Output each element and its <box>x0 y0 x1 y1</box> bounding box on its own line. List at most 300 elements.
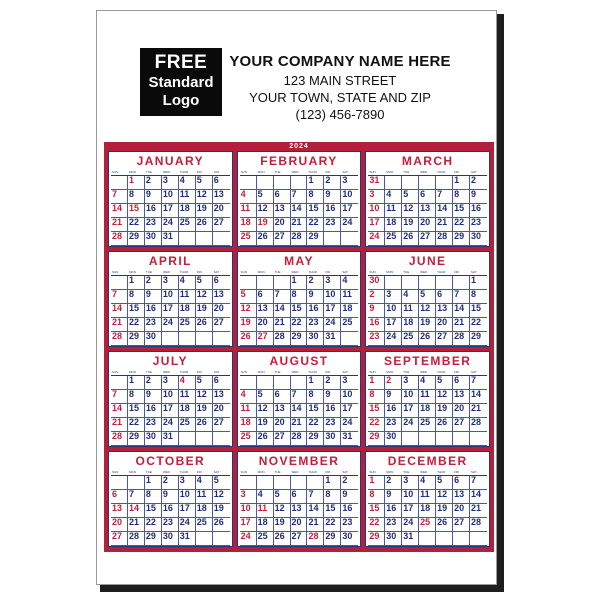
day-cell: 11 <box>419 490 436 504</box>
day-cell: 18 <box>240 218 257 232</box>
day-cell: 12 <box>213 490 230 504</box>
day-cell: 5 <box>196 176 213 190</box>
company-phone: (123) 456-7890 <box>295 107 385 122</box>
day-cell-empty <box>257 176 274 190</box>
day-cell: 18 <box>257 518 274 532</box>
day-cell: 12 <box>436 490 453 504</box>
day-cell: 21 <box>470 504 487 518</box>
month-name: SEPTEMBER <box>384 354 472 368</box>
day-cell: 30 <box>307 332 324 346</box>
day-cell: 7 <box>111 290 128 304</box>
day-cell: 23 <box>385 418 402 432</box>
day-cell: 8 <box>453 190 470 204</box>
day-cell-empty <box>162 332 179 346</box>
day-cell: 30 <box>324 432 341 446</box>
weekday-label: WED <box>291 470 299 474</box>
day-cell: 3 <box>402 376 419 390</box>
day-cell: 1 <box>128 276 145 290</box>
day-cell: 26 <box>257 432 274 446</box>
day-cell: 23 <box>307 318 324 332</box>
day-cell: 21 <box>111 318 128 332</box>
day-cell: 19 <box>196 204 213 218</box>
day-cell: 7 <box>111 390 128 404</box>
day-cell: 26 <box>196 318 213 332</box>
day-cell: 20 <box>213 404 230 418</box>
weekday-label: SAT <box>471 270 477 274</box>
day-cell: 14 <box>470 390 487 404</box>
day-cell: 18 <box>240 418 257 432</box>
day-cell-empty <box>419 276 436 290</box>
day-cell: 10 <box>162 190 179 204</box>
day-cell: 19 <box>436 504 453 518</box>
day-cell: 4 <box>385 190 402 204</box>
day-cell: 13 <box>419 204 436 218</box>
day-cell-empty <box>385 176 402 190</box>
weekday-label: TUE <box>274 470 281 474</box>
weekday-label: THUR <box>308 370 317 374</box>
day-cell-empty <box>402 276 419 290</box>
day-cell: 31 <box>324 332 341 346</box>
day-cell-empty <box>341 232 358 246</box>
day-cell: 19 <box>196 404 213 418</box>
day-cell: 23 <box>470 218 487 232</box>
day-cell: 19 <box>419 318 436 332</box>
day-cell-empty <box>196 332 213 346</box>
day-cell: 14 <box>274 304 291 318</box>
day-cell: 21 <box>111 418 128 432</box>
day-cell: 9 <box>145 390 162 404</box>
day-cell: 5 <box>213 476 230 490</box>
day-cell: 28 <box>453 332 470 346</box>
day-cell: 22 <box>324 518 341 532</box>
weekday-label: MON <box>257 470 265 474</box>
day-cell: 9 <box>385 490 402 504</box>
day-grid <box>240 376 359 446</box>
day-cell: 21 <box>470 404 487 418</box>
month-name: OCTOBER <box>135 454 206 468</box>
day-cell: 11 <box>179 290 196 304</box>
day-cell: 11 <box>179 390 196 404</box>
month-october <box>108 451 233 547</box>
day-cell: 4 <box>257 490 274 504</box>
day-cell: 6 <box>213 376 230 390</box>
day-cell: 21 <box>291 418 308 432</box>
day-cell-empty <box>111 376 128 390</box>
day-cell: 17 <box>402 404 419 418</box>
day-cell: 26 <box>402 232 419 246</box>
day-cell: 5 <box>402 190 419 204</box>
weekday-label: SAT <box>471 370 477 374</box>
day-cell: 13 <box>274 204 291 218</box>
weekday-label: SUN <box>112 470 119 474</box>
weekday-label: TUE <box>403 270 410 274</box>
day-cell: 28 <box>470 418 487 432</box>
weekday-label: FRI <box>325 270 331 274</box>
day-cell: 17 <box>162 204 179 218</box>
day-cell: 11 <box>196 490 213 504</box>
day-cell-empty <box>453 532 470 546</box>
day-cell: 5 <box>436 376 453 390</box>
day-cell: 28 <box>128 532 145 546</box>
day-cell-empty <box>213 432 230 446</box>
day-cell: 22 <box>128 218 145 232</box>
day-cell: 28 <box>436 232 453 246</box>
day-cell: 9 <box>341 490 358 504</box>
day-cell-empty <box>291 176 308 190</box>
day-cell: 9 <box>324 390 341 404</box>
day-cell: 28 <box>291 432 308 446</box>
day-cell-empty <box>436 532 453 546</box>
day-grid <box>240 476 359 546</box>
day-cell: 17 <box>385 318 402 332</box>
day-cell: 28 <box>111 232 128 246</box>
day-cell: 24 <box>179 518 196 532</box>
day-cell: 24 <box>162 418 179 432</box>
month-name: JULY <box>152 354 188 368</box>
day-cell: 2 <box>307 276 324 290</box>
day-cell: 24 <box>341 418 358 432</box>
day-cell: 19 <box>436 404 453 418</box>
day-cell: 17 <box>162 404 179 418</box>
day-cell: 25 <box>419 518 436 532</box>
weekday-label: FRI <box>325 370 331 374</box>
weekday-label: THUR <box>308 270 317 274</box>
day-cell: 17 <box>324 304 341 318</box>
day-cell: 21 <box>274 318 291 332</box>
day-cell: 29 <box>145 532 162 546</box>
day-cell: 25 <box>240 432 257 446</box>
day-cell: 6 <box>419 190 436 204</box>
day-cell: 14 <box>291 204 308 218</box>
day-cell: 6 <box>274 190 291 204</box>
day-cell: 15 <box>324 504 341 518</box>
day-cell: 31 <box>162 432 179 446</box>
day-cell: 2 <box>470 176 487 190</box>
month-september <box>365 351 490 447</box>
day-cell: 13 <box>291 504 308 518</box>
day-cell: 22 <box>470 318 487 332</box>
weekday-label: SAT <box>213 470 220 474</box>
day-cell: 25 <box>419 418 436 432</box>
weekday-label: TUE <box>274 370 281 374</box>
day-cell: 16 <box>324 404 341 418</box>
day-cell: 31 <box>402 532 419 546</box>
day-cell: 21 <box>291 218 308 232</box>
day-cell: 17 <box>341 204 358 218</box>
month-november <box>237 451 362 547</box>
day-grid <box>240 176 359 246</box>
day-cell: 14 <box>128 504 145 518</box>
day-grid <box>368 176 487 246</box>
day-cell: 11 <box>402 304 419 318</box>
day-cell: 25 <box>385 232 402 246</box>
day-cell: 7 <box>111 190 128 204</box>
day-cell: 4 <box>179 176 196 190</box>
day-cell: 6 <box>257 290 274 304</box>
day-cell: 11 <box>240 204 257 218</box>
day-cell: 27 <box>257 332 274 346</box>
weekday-label: WED <box>162 370 170 374</box>
day-cell-empty <box>213 332 230 346</box>
day-cell: 6 <box>213 276 230 290</box>
day-cell-empty <box>128 476 145 490</box>
day-cell: 7 <box>128 490 145 504</box>
day-cell: 16 <box>145 204 162 218</box>
weekday-label: TUE <box>145 470 152 474</box>
day-grid <box>368 476 487 546</box>
day-cell: 26 <box>196 418 213 432</box>
weekday-label: MON <box>128 370 136 374</box>
day-cell: 8 <box>128 290 145 304</box>
day-cell: 4 <box>240 190 257 204</box>
weekday-label: SUN <box>369 170 376 174</box>
day-cell: 15 <box>307 204 324 218</box>
day-cell: 8 <box>368 490 385 504</box>
day-cell: 12 <box>196 290 213 304</box>
month-january <box>108 151 233 247</box>
weekday-label: SUN <box>240 470 247 474</box>
day-cell: 29 <box>307 432 324 446</box>
day-cell: 4 <box>240 390 257 404</box>
day-cell: 20 <box>453 404 470 418</box>
day-cell: 24 <box>324 318 341 332</box>
month-february <box>237 151 362 247</box>
day-cell: 1 <box>453 176 470 190</box>
day-cell: 15 <box>368 404 385 418</box>
day-cell: 27 <box>453 518 470 532</box>
day-cell: 23 <box>145 418 162 432</box>
day-cell: 16 <box>145 304 162 318</box>
weekday-label: SAT <box>342 470 348 474</box>
day-cell: 14 <box>111 204 128 218</box>
day-cell: 15 <box>368 504 385 518</box>
day-cell: 27 <box>213 318 230 332</box>
day-cell: 5 <box>419 290 436 304</box>
day-cell: 3 <box>341 176 358 190</box>
day-cell: 24 <box>162 218 179 232</box>
day-cell-empty <box>196 232 213 246</box>
day-cell: 8 <box>128 390 145 404</box>
day-cell: 4 <box>419 376 436 390</box>
day-cell: 26 <box>436 418 453 432</box>
weekday-label: THUR <box>308 170 317 174</box>
day-cell: 9 <box>368 304 385 318</box>
weekday-label: MON <box>386 470 394 474</box>
day-cell: 10 <box>324 290 341 304</box>
day-cell: 2 <box>341 476 358 490</box>
day-cell: 14 <box>436 204 453 218</box>
day-cell: 1 <box>307 376 324 390</box>
day-cell: 27 <box>291 532 308 546</box>
day-grid <box>368 276 487 346</box>
day-cell: 20 <box>111 518 128 532</box>
weekday-label: SUN <box>112 370 119 374</box>
day-cell: 26 <box>213 518 230 532</box>
day-cell: 29 <box>128 332 145 346</box>
day-cell: 25 <box>341 318 358 332</box>
month-name: MAY <box>284 254 314 268</box>
day-cell: 16 <box>341 504 358 518</box>
weekday-label: THUR <box>308 470 317 474</box>
day-cell: 12 <box>257 404 274 418</box>
day-cell: 30 <box>341 532 358 546</box>
day-cell: 22 <box>368 418 385 432</box>
day-cell: 12 <box>196 190 213 204</box>
day-cell-empty <box>307 476 324 490</box>
day-cell: 28 <box>291 232 308 246</box>
weekday-label: WED <box>420 270 428 274</box>
day-cell: 14 <box>111 304 128 318</box>
day-cell: 3 <box>162 176 179 190</box>
day-cell-empty <box>419 176 436 190</box>
day-cell: 16 <box>307 304 324 318</box>
day-cell: 20 <box>257 318 274 332</box>
day-cell: 9 <box>162 490 179 504</box>
weekday-label: SUN <box>369 470 376 474</box>
weekday-label: FRI <box>454 170 459 174</box>
day-cell: 13 <box>453 390 470 404</box>
day-cell: 29 <box>307 232 324 246</box>
month-name: NOVEMBER <box>258 454 340 468</box>
day-cell: 19 <box>257 418 274 432</box>
day-cell: 15 <box>291 304 308 318</box>
weekday-label: FRI <box>325 470 331 474</box>
day-cell: 10 <box>402 490 419 504</box>
day-cell: 2 <box>162 476 179 490</box>
day-cell: 18 <box>179 304 196 318</box>
day-cell: 11 <box>385 204 402 218</box>
day-cell-empty <box>257 476 274 490</box>
day-cell: 3 <box>368 190 385 204</box>
day-cell: 10 <box>179 490 196 504</box>
weekday-label: WED <box>420 170 428 174</box>
day-cell: 22 <box>453 218 470 232</box>
day-cell: 25 <box>179 318 196 332</box>
company-name: YOUR COMPANY NAME HERE <box>229 53 451 70</box>
month-name: JUNE <box>408 254 447 268</box>
day-cell: 20 <box>436 318 453 332</box>
day-cell-empty <box>324 232 341 246</box>
day-cell: 29 <box>453 232 470 246</box>
day-cell-empty <box>240 476 257 490</box>
day-cell: 8 <box>368 390 385 404</box>
day-cell: 8 <box>145 490 162 504</box>
day-cell: 13 <box>213 290 230 304</box>
day-cell-empty <box>257 276 274 290</box>
day-cell: 14 <box>453 304 470 318</box>
weekday-label: TUE <box>145 270 152 274</box>
weekday-label: FRI <box>454 270 459 274</box>
day-cell: 1 <box>128 176 145 190</box>
day-cell: 16 <box>162 504 179 518</box>
day-cell: 7 <box>307 490 324 504</box>
day-grid <box>240 276 359 346</box>
day-cell: 8 <box>307 390 324 404</box>
day-cell: 20 <box>291 518 308 532</box>
day-cell: 27 <box>453 418 470 432</box>
day-grid <box>111 376 230 446</box>
weekday-label: FRI <box>454 370 459 374</box>
day-cell: 1 <box>145 476 162 490</box>
month-may <box>237 251 362 347</box>
day-cell: 28 <box>470 518 487 532</box>
day-cell: 30 <box>385 432 402 446</box>
day-cell: 30 <box>145 432 162 446</box>
weekday-label: THUR <box>437 470 446 474</box>
day-cell: 20 <box>213 304 230 318</box>
day-cell: 27 <box>436 332 453 346</box>
day-cell: 17 <box>240 518 257 532</box>
weekday-label: SAT <box>213 270 220 274</box>
company-street: 123 MAIN STREET <box>283 73 397 88</box>
day-cell: 6 <box>111 490 128 504</box>
day-cell: 1 <box>324 476 341 490</box>
day-cell: 7 <box>291 390 308 404</box>
day-cell-empty <box>213 532 230 546</box>
day-cell: 26 <box>240 332 257 346</box>
day-cell-empty <box>213 232 230 246</box>
day-cell: 24 <box>385 332 402 346</box>
day-cell: 12 <box>419 304 436 318</box>
weekday-label: SUN <box>112 270 119 274</box>
day-cell: 2 <box>385 376 402 390</box>
month-july <box>108 351 233 447</box>
day-cell: 13 <box>274 404 291 418</box>
day-cell: 8 <box>324 490 341 504</box>
day-cell: 15 <box>453 204 470 218</box>
day-cell: 16 <box>368 318 385 332</box>
day-cell-empty <box>274 376 291 390</box>
day-cell: 10 <box>162 290 179 304</box>
day-cell: 23 <box>145 218 162 232</box>
day-cell: 15 <box>128 404 145 418</box>
day-cell: 12 <box>274 504 291 518</box>
day-cell: 8 <box>307 190 324 204</box>
weekday-label: TUE <box>274 170 281 174</box>
day-cell-empty <box>419 432 436 446</box>
day-cell: 18 <box>419 504 436 518</box>
weekday-label: SAT <box>342 370 348 374</box>
day-cell: 29 <box>128 232 145 246</box>
logo-free-text: FREE <box>154 52 208 73</box>
day-cell-empty <box>179 432 196 446</box>
day-cell: 4 <box>419 476 436 490</box>
day-cell: 2 <box>145 376 162 390</box>
day-cell: 12 <box>196 390 213 404</box>
day-cell: 29 <box>470 332 487 346</box>
day-cell: 6 <box>453 376 470 390</box>
day-cell: 30 <box>162 532 179 546</box>
day-cell: 1 <box>128 376 145 390</box>
day-cell: 28 <box>111 332 128 346</box>
day-cell: 18 <box>402 318 419 332</box>
day-cell: 8 <box>470 290 487 304</box>
day-cell: 8 <box>128 190 145 204</box>
day-cell: 24 <box>402 418 419 432</box>
day-cell: 2 <box>324 376 341 390</box>
day-cell: 10 <box>341 390 358 404</box>
day-cell: 5 <box>240 290 257 304</box>
day-cell: 23 <box>324 218 341 232</box>
weekday-label: TUE <box>274 270 281 274</box>
weekday-label: MON <box>128 170 136 174</box>
day-cell: 27 <box>274 432 291 446</box>
day-cell: 16 <box>145 404 162 418</box>
weekday-label: SAT <box>342 170 348 174</box>
day-cell: 3 <box>179 476 196 490</box>
day-cell: 29 <box>368 532 385 546</box>
day-cell: 4 <box>341 276 358 290</box>
